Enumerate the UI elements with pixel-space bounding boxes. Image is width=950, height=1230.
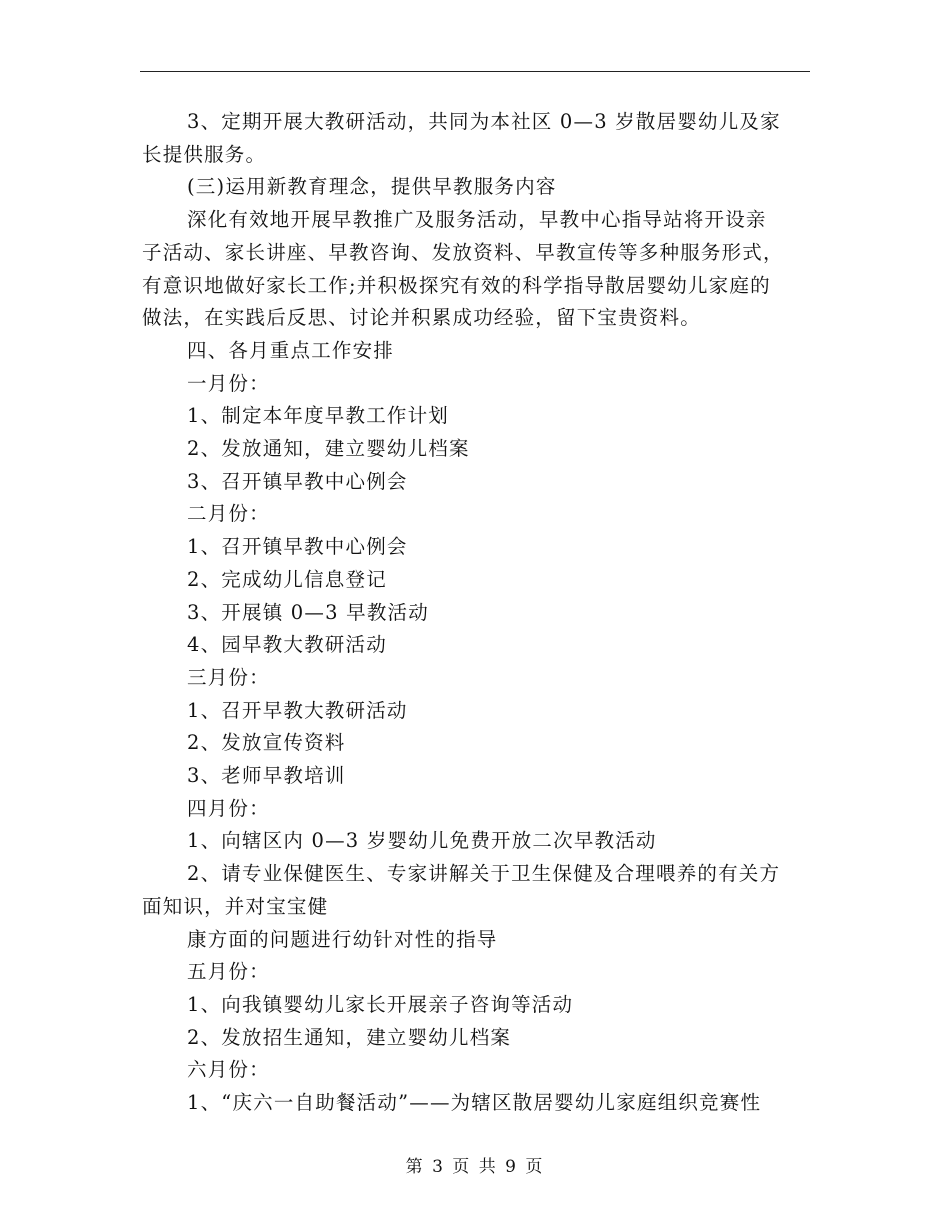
document-line: 1、召开镇早教中心例会 [187,535,408,559]
document-line: 3、召开镇早教中心例会 [187,469,408,493]
document-line: 有意识地做好家长工作;并积极探究有效的科学指导散居婴幼儿家庭的 [142,273,771,297]
document-line: 1、向辖区内 0—3 岁婴幼儿免费开放二次早教活动 [187,829,657,853]
document-line: 子活动、家长讲座、早教咨询、发放资料、早教宣传等多种服务形式， [142,240,784,264]
document-line: 二月份： [187,502,270,526]
document-line: 三月份： [187,665,270,689]
document-line: 2、完成幼儿信息登记 [187,567,387,591]
document-line: 3、定期开展大教研活动，共同为本社区 0—3 岁散居婴幼儿及家 [187,110,781,133]
document-line: 四、各月重点工作安排 [187,338,395,362]
header-rule [140,71,810,72]
document-line: 1、召开早教大教研活动 [187,698,408,722]
document-line: 2、发放通知，建立婴幼儿档案 [187,437,470,461]
document-line: 长提供服务。 [142,142,267,166]
document-body [142,106,810,1120]
document-line: 1、“庆六一自助餐活动”——为辖区散居婴幼儿家庭组织竞赛性 [187,1091,762,1115]
page-number-footer: 第 3 页 共 9 页 [405,1157,545,1177]
document-line: 六月份： [187,1058,270,1082]
document-line: 3、开展镇 0—3 早教活动 [187,600,429,624]
document-line: 一月份： [187,371,270,395]
document-line: 2、发放宣传资料 [187,731,346,755]
document-line: 面知识，并对宝宝健 [142,894,329,918]
document-line: 五月份： [187,960,270,984]
document-line: 1、制定本年度早教工作计划 [187,404,450,428]
document-line: 四月份： [187,796,270,820]
document-line: 做法，在实践后反思、讨论并积累成功经验，留下宝贵资料。 [142,306,701,330]
document-line: 3、老师早教培训 [187,764,346,788]
document-line: 2、发放招生通知，建立婴幼儿档案 [187,1025,512,1049]
document-line: 1、向我镇婴幼儿家长开展亲子咨询等活动 [187,992,574,1016]
document-line: 康方面的问题进行幼针对性的指导 [187,927,498,951]
document-line: 2、请专业保健医生、专家讲解关于卫生保健及合理喂养的有关方 [187,862,781,886]
document-line: (三)运用新教育理念，提供早教服务内容 [187,175,557,199]
document-line: 深化有效地开展早教推广及服务活动，早教中心指导站将开设亲 [187,208,767,232]
document-line: 4、园早教大教研活动 [187,633,387,657]
